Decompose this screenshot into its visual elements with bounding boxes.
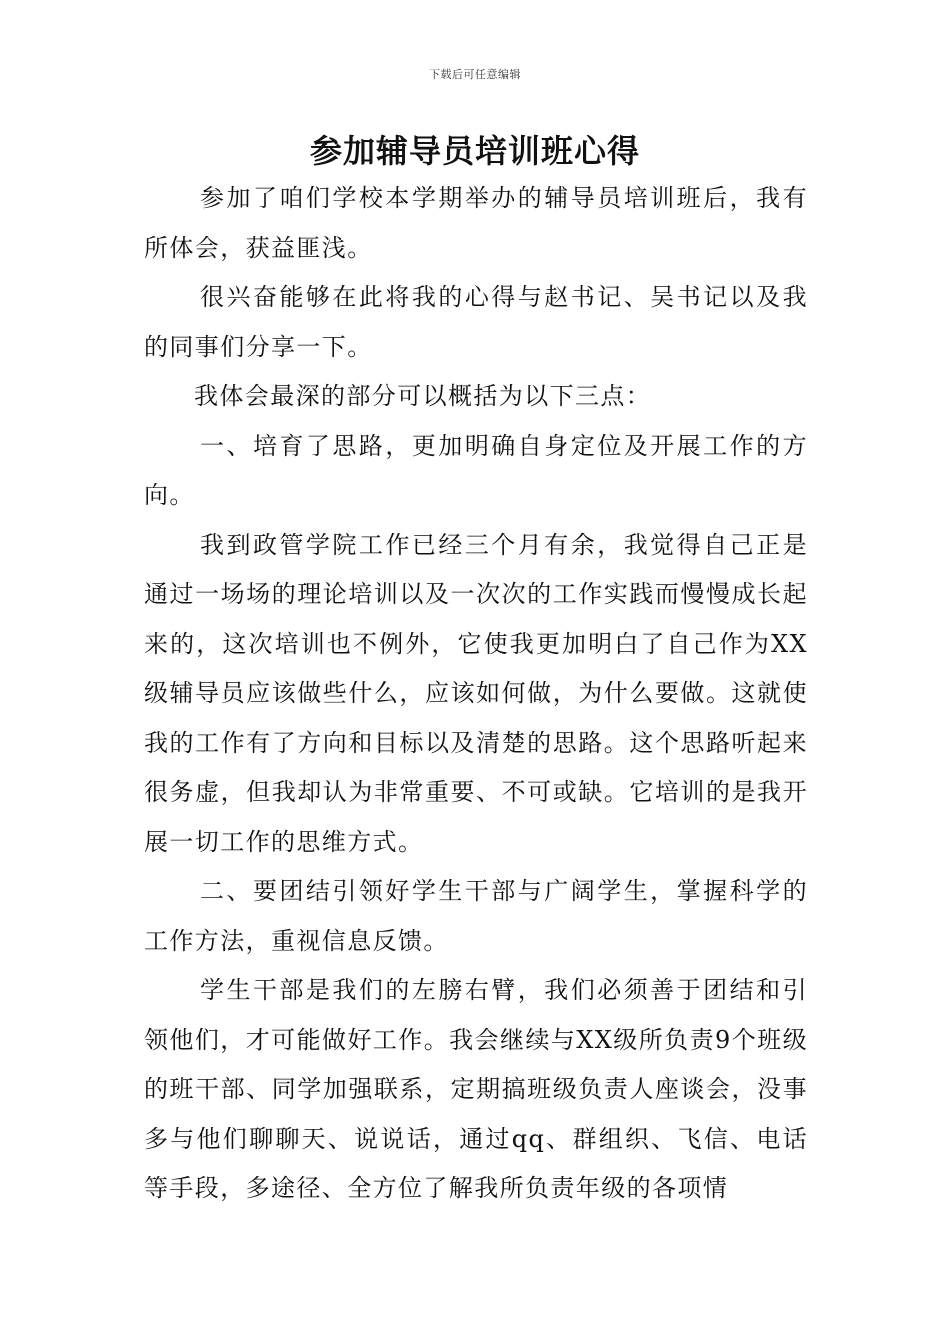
paragraph-point-one: 一、培育了思路，更加明确自身定位及开展工作的方向。 bbox=[144, 431, 808, 509]
paragraph-intro: 参加了咱们学校本学期举办的辅导员培训班后，我有所体会，获益匪浅。 bbox=[144, 184, 808, 262]
paragraph-point-two: 二、要团结引领好学生干部与广阔学生，掌握科学的工作方法，重视信息反馈。 bbox=[144, 877, 808, 955]
paragraph-point-one-detail: 我到政管学院工作已经三个月有余，我觉得自己正是通过一场场的理论培训以及一次次的工作实践而慢慢成长起来的，这次培训也不例外，它使我更加明白了自己作为XX级辅导员应该做些什么，应该如何做，为什么要做。这就使我的工作有了方向和目标以及清楚的思路。这个思路听起来很务虚，但我却认为非常重要、不可或缺。它培训的是我开展一切工作的思维方式。 bbox=[144, 530, 808, 856]
paragraph-summary: 我体会最深的部分可以概括为以下三点： bbox=[194, 382, 652, 410]
document-body bbox=[144, 174, 808, 1214]
header-note: 下载后可任意编辑 bbox=[429, 68, 521, 81]
document-title: 参加辅导员培训班心得 bbox=[309, 132, 640, 170]
paragraph-share: 很兴奋能够在此将我的心得与赵书记、吴书记以及我的同事们分享一下。 bbox=[144, 283, 808, 361]
paragraph-point-two-detail: 学生干部是我们的左膀右臂，我们必须善于团结和引领他们，才可能做好工作。我会继续与XX级所负责9个班级的班干部、同学加强联系，定期搞班级负责人座谈会，没事多与他们聊聊天、说说话，通过qq、群组织、飞信、电话等手段，多途径、全方位了解我所负责年级的各项情 bbox=[144, 976, 808, 1202]
